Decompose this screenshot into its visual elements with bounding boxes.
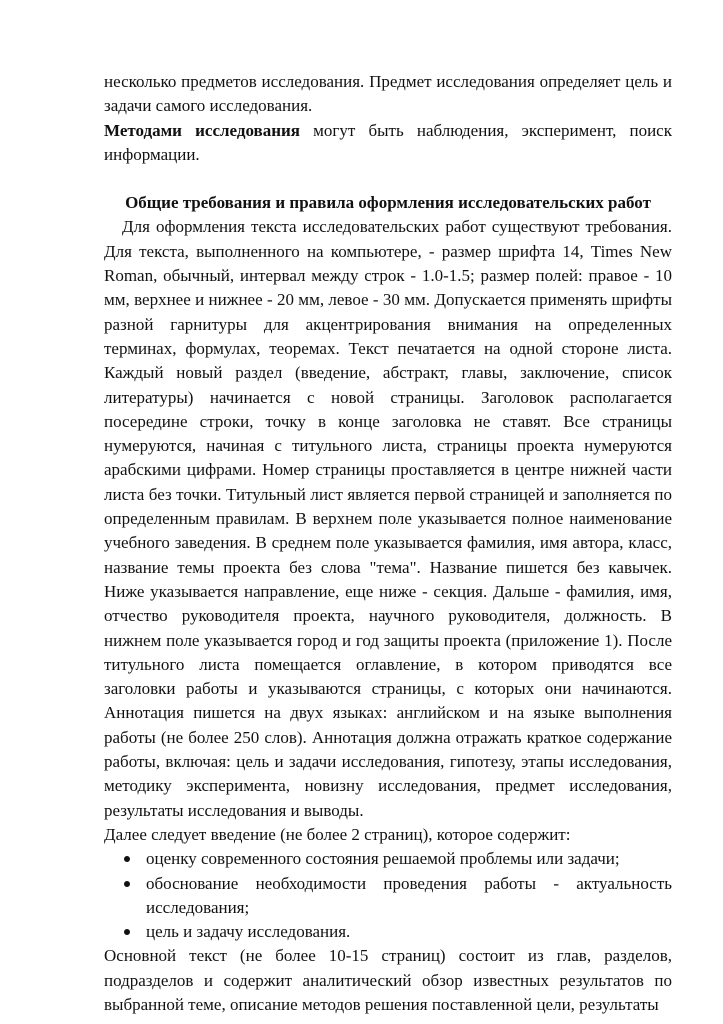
intro-lead: Далее следует введение (не более 2 страниц), которое содержит: <box>104 824 571 844</box>
main-paragraph: Для оформления текста исследовательских работ существуют требования. Для текста, выполненного на компьютере, - размер шрифта 14, Times New Roman, обычный, интервал между строк - 1.0-1.5; размер полей: правое - 10 мм, верхнее и нижнее - 20 мм, левое - 30 мм. Допускается применять шрифты разной гарнитуры для акцентрирования внимания на определенных терминах, формулах, теоремах. Текст печатается на одной стороне листа. Каждый новый раздел (введение, абстракт, главы, заключение, список литературы) начинается с новой страницы. Заголовок располагается посередине строки, точку в конце заголовка не ставят. Все страницы нумеруются, начиная с титульного листа, страницы проекта нумеруются арабскими цифрами. Номер страницы проставляется в центре нижней части листа без точки. Титульный лист является первой страницей и заполняется по определенным правилам. В верхнем поле указывается полное наименование учебного заведения. В среднем поле указывается фамилия, имя автора, класс, название темы проекта без слова "тема". Название пишется без кавычек. Ниже указывается направление, еще ниже - секция. Дальше - фамилия, имя, отчество руководителя проекта, научного руководителя, должность. В нижнем поле указывается город и год защиты проекта (приложение 1). После титульного листа помещается оглавление, в котором приводятся все заголовки работы и указываются страницы, с которых они начинаются. Аннотация пишется на двух языках: английском и на языке выполнения работы (не более 250 слов). Аннотация должна отражать краткое содержание работы, включая: цель и задачи исследования, гипотезу, этапы исследования, методику эксперимента, новизну исследования, предмет исследования, результаты исследования и выводы. <box>104 217 672 820</box>
methods-term: Методами исследования <box>104 120 301 140</box>
list-item <box>110 847 672 871</box>
bullet-list <box>104 847 672 944</box>
list-item-text: цель и задачу исследования. <box>146 922 351 942</box>
closing-paragraph: Основной текст (не более 10-15 страниц) состоит из глав, разделов, подразделов и содержит аналитический обзор известных результатов по выбранной теме, описание методов решения поставленной цели, результаты <box>104 946 672 1014</box>
methods-paragraph <box>104 119 672 168</box>
document-page <box>104 70 672 1017</box>
list-item <box>110 920 672 944</box>
list-item-text: оценку современного состояния решаемой проблемы или задачи; <box>146 849 620 869</box>
section-heading: Общие требования и правила оформления исследовательских работ <box>125 193 651 213</box>
intro-paragraph: несколько предметов исследования. Предмет исследования определяет цель и задачи самого исследования. <box>104 72 672 116</box>
bullet-icon <box>124 881 130 887</box>
list-item-text: обоснование необходимости проведения работы - актуальность исследования; <box>146 873 672 917</box>
methods-text: могут быть наблюдения, эксперимент, поиск информации. <box>104 120 672 164</box>
list-item <box>110 872 672 921</box>
bullet-icon <box>124 929 130 935</box>
bullet-icon <box>124 856 130 862</box>
